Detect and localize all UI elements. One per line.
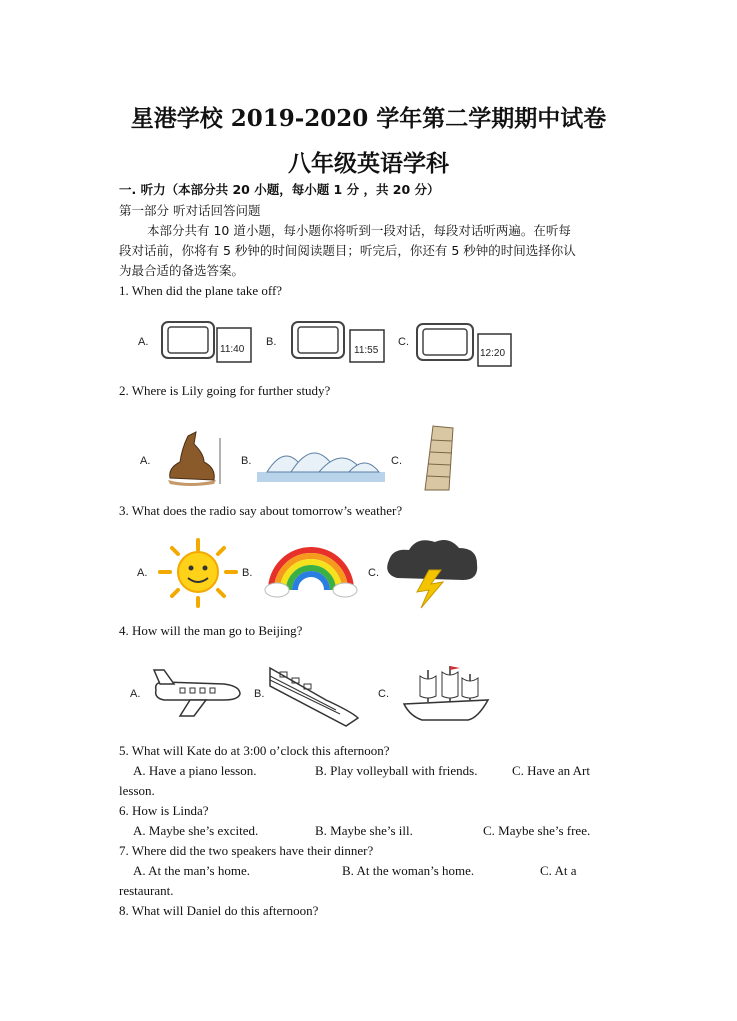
clock-icon [160, 318, 255, 368]
question-6: 6. How is Linda? [119, 803, 209, 818]
question-5: 5. What will Kate do at 3:00 o’clock this afternoon? [119, 743, 390, 758]
section-heading: 一. 听力（本部分共 20 小题，每小题 1 分 ，共 20 分） [119, 182, 440, 197]
q2-option-b: B. [241, 455, 252, 467]
hat-icon [160, 428, 230, 488]
q1-option-a: A. [138, 336, 149, 348]
q5-option-c: C. Have an Art [512, 763, 590, 778]
rainbow-icon [265, 540, 357, 596]
clock-icon [415, 320, 515, 370]
q7-option-b: B. At the woman’s home. [342, 863, 475, 878]
q3-option-c: C. [368, 567, 379, 579]
airplane-icon [150, 664, 244, 720]
q7-option-a: A. At the man’s home. [133, 863, 250, 878]
q4-option-b: B. [254, 688, 265, 700]
q6-option-b: B. Maybe she’s ill. [315, 823, 413, 838]
storm-cloud-icon [383, 534, 483, 608]
opera-house-icon [257, 430, 385, 486]
q1-option-b: B. [266, 336, 277, 348]
q1-time-c: 12:20 [480, 348, 506, 359]
ship-icon [398, 662, 494, 726]
q1-option-c: C. [398, 336, 409, 348]
instructions-line-3: 为最合适的备选答案。 [119, 263, 245, 278]
question-4: 4. How will the man go to Beijing? [119, 623, 303, 638]
q6-option-c: C. Maybe she’s free. [483, 823, 591, 838]
question-2: 2. Where is Lily going for further study? [119, 383, 331, 398]
q7-option-c-cont: restaurant. [119, 883, 174, 898]
sun-icon [150, 536, 240, 608]
train-icon [266, 660, 364, 730]
clock-icon [290, 318, 388, 368]
q6-option-a: A. Maybe she’s excited. [133, 823, 259, 838]
q4-option-c: C. [378, 688, 389, 700]
q7-option-c: C. At a [540, 863, 577, 878]
q3-option-b: B. [242, 567, 253, 579]
q5-option-a: A. Have a piano lesson. [133, 763, 257, 778]
q1-time-b: 11:55 [354, 345, 379, 356]
instructions-line-2: 段对话前，你将有 5 秒钟的时间阅读题目；听完后，你还有 5 秒钟的时间选择你认 [119, 243, 576, 258]
q2-option-a: A. [140, 455, 151, 467]
q5-option-c-cont: lesson. [119, 783, 155, 798]
q3-option-a: A. [137, 567, 148, 579]
question-7: 7. Where did the two speakers have their dinner? [119, 843, 374, 858]
instructions-line-1: 本部分共有 10 道小题，每小题你将听到一段对话，每段对话听两遍。在听每 [147, 223, 571, 238]
q2-option-c: C. [391, 455, 402, 467]
part-title: 第一部分 听对话回答问题 [119, 203, 261, 218]
question-3: 3. What does the radio say about tomorrow’s weather? [119, 503, 403, 518]
page-subtitle: 八年级英语学科 [288, 150, 449, 177]
question-8: 8. What will Daniel do this afternoon? [119, 903, 319, 918]
leaning-tower-icon [415, 420, 463, 492]
q4-option-a: A. [130, 688, 141, 700]
question-1: 1. When did the plane take off? [119, 283, 283, 298]
q5-option-b: B. Play volleyball with friends. [315, 763, 478, 778]
page-title: 星港学校 2019-2020 学年第二学期期中试卷 [130, 105, 607, 132]
q1-time-a: 11:40 [220, 344, 245, 355]
